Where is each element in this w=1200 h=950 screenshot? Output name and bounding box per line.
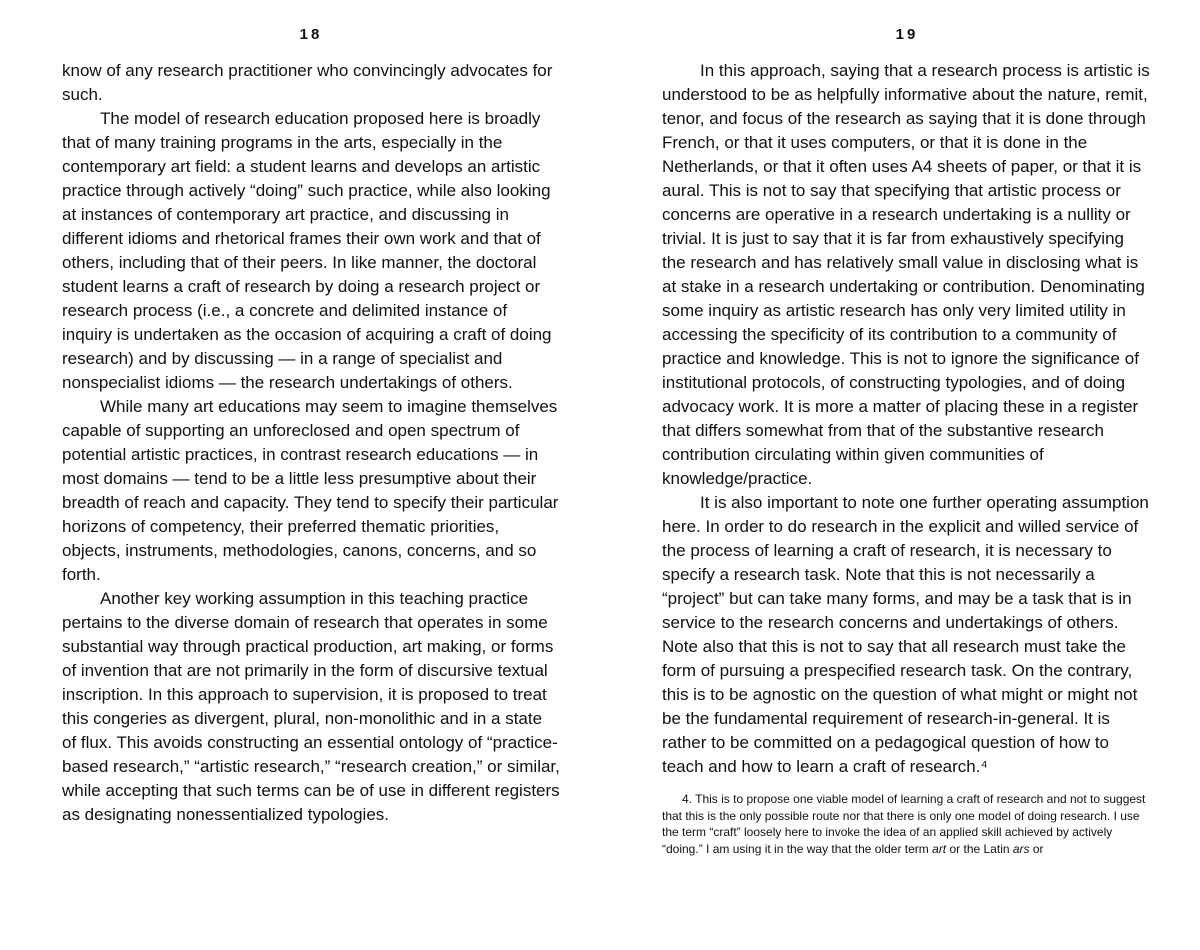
left-page-number: 18 bbox=[299, 26, 323, 43]
footnote-italic-term: ars bbox=[1012, 841, 1030, 856]
footnote-text: or the Latin bbox=[946, 841, 1013, 856]
footnote-italic-term: art bbox=[932, 841, 947, 856]
left-page-body bbox=[62, 59, 560, 827]
right-page-body bbox=[662, 59, 1152, 779]
paragraph: The model of research education proposed here is broadly that of many training programs in the arts, especially in the contemporary art field: a student learns and develops an artistic practice through actively “doing” such practice, while also looking at instances of contemporary art practice, and discussing in different idioms and rhetorical frames their own work and that of others, including that of their peers. In like manner, the doctoral student learns a craft of research by doing a research project or research process (i.e., a concrete and delimited instance of inquiry is undertaken as the occasion of acquiring a craft of doing research) and by discussing — in a range of specialist and nonspecialist idioms — the research undertakings of others. bbox=[62, 109, 552, 392]
footnote-text: 4. This is to propose one viable model of learning a craft of research and not to suggest that this is the only possible route nor that there is only one model of doing research. I use the term “craft” loosely here to invoke the idea of an applied skill achieved by actively “doing.” I am using it in the way that the older term bbox=[662, 792, 1146, 856]
footnote-text: or bbox=[1029, 841, 1044, 856]
paragraph: In this approach, saying that a research process is artistic is understood to be as helpfully informative about the nature, remit, tenor, and focus of the research as saying that it is done through French, or that it uses computers, or that it is done in the Netherlands, or that it often uses A4 sheets of paper, or that it is aural. This is not to say that specifying that artistic process or concerns are operative in a research undertaking is a nullity or trivial. It is just to say that it is far from exhaustively specifying the research and has relatively small value in disclosing what is at stake in a research undertaking or contribution. Denominating some inquiry as artistic research has only very limited utility in accessing the specificity of its contribution to a community of practice and knowledge. This is not to ignore the significance of institutional protocols, of constructing typologies, and of doing advocacy work. It is more a matter of placing these in a register that differs somewhat from that of the substantive research contribution circulating within given communities of knowledge/practice. bbox=[662, 61, 1150, 488]
paragraph: While many art educations may seem to imagine themselves capable of supporting an unforeclosed and open spectrum of potential artistic practices, in contrast research educations — in most domains — tend to be a little less presumptive about their breadth of reach and capacity. They tend to specify their particular horizons of competency, their preferred thematic priorities, objects, instruments, methodologies, canons, concerns, and so forth. bbox=[62, 397, 559, 584]
right-page-number: 19 bbox=[895, 26, 919, 43]
paragraph: Another key working assumption in this teaching practice pertains to the diverse domain of research that operates in some substantial way through practical production, art making, or forms of invention that are not primarily in the form of discursive textual inscription. In this approach to supervision, it is proposed to treat this congeries as divergent, plural, non-monolithic and in a state of flux. This avoids constructing an essential ontology of “practice-based research,” “artistic research,” “research creation,” or similar, while accepting that such terms can be of use in different registers as designating nonessentialized typologies. bbox=[62, 589, 560, 824]
paragraph: know of any research practitioner who convincingly advocates for such. bbox=[62, 61, 553, 104]
right-page bbox=[600, 0, 1200, 950]
paragraph: It is also important to note one further operating assumption here. In order to do research in the explicit and willed service of the process of learning a craft of research, it is necessary to specify a research task. Note that this is not necessarily a “project” but can take many forms, and may be a task that is in service to the research concerns and undertakings of others. Note also that this is not to say that all research must take the form of pursuing a prespecified research task. On the contrary, this is to be agnostic on the question of what might or might not be the fundamental requirement of research-in-general. It is rather to be committed on a pedagogical question of how to teach and how to learn a craft of research.⁴ bbox=[662, 493, 1149, 776]
footnote bbox=[662, 791, 1152, 857]
